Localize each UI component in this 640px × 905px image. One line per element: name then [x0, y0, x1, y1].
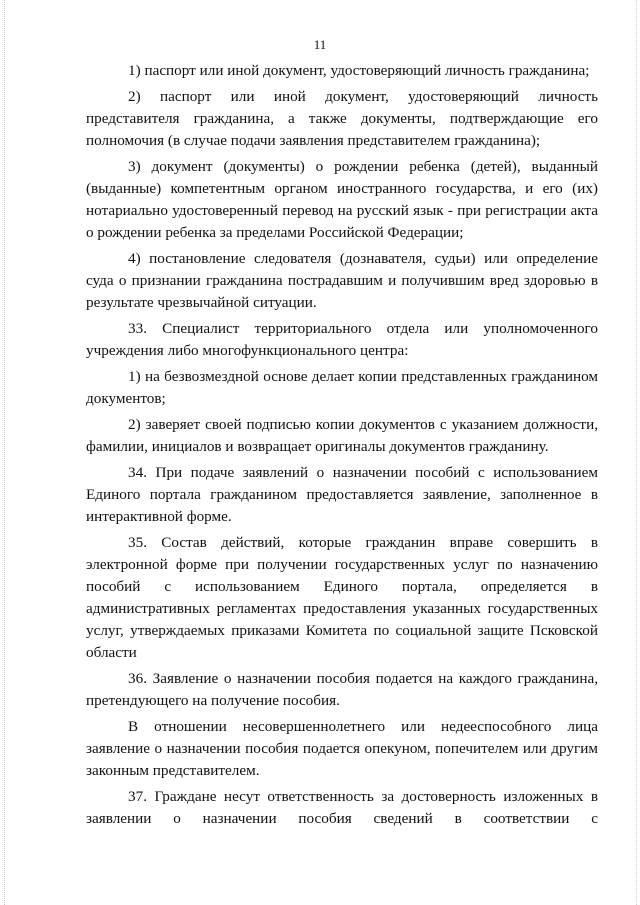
scan-edge-right — [635, 0, 637, 905]
paragraph-section-37: 37. Граждане несут ответственность за достоверность изложенных в заявлении о назначении пособия сведений в соответствии с — [86, 788, 598, 827]
document-body — [86, 60, 598, 834]
paragraph-section-34: 34. При подаче заявлений о назначении пособий с использованием Единого портала гражданином предоставляется заявление, заполненное в интерактивной форме. — [86, 464, 598, 525]
page-number: 11 — [313, 37, 327, 52]
paragraph-section-36-guardian: В отношении несовершеннолетнего или недееспособного лица заявление о назначении пособия подается опекуном, попечителем или другим законным представителем. — [86, 718, 598, 779]
paragraph-section-33: 33. Специалист территориального отдела или уполномоченного учреждения либо многофункционального центра: — [86, 320, 598, 359]
scan-edge-left — [4, 0, 6, 905]
paragraph-item-3-birth-document: 3) документ (документы) о рождении ребенка (детей), выданный (выданные) компетентным органом иностранного государства, и его (их) нотариально удостоверенный перевод на русский язык - при регистрации акта о рождении ребенка за пределами Российской Федерации; — [86, 158, 598, 241]
paragraph-item-2-representative: 2) паспорт или иной документ, удостоверяющий личность представителя гражданина, а также документы, подтверждающие его полномочия (в случае подачи заявления представителем гражданина); — [86, 88, 598, 149]
paragraph-33-item-2: 2) заверяет своей подписью копии документов с указанием должности, фамилии, инициалов и возвращает оригиналы документов гражданину. — [86, 416, 598, 455]
paragraph-item-4-court-decision: 4) постановление следователя (дознавателя, судьи) или определение суда о признании гражданина пострадавшим и получившим вред здоровью в результате чрезвычайной ситуации. — [86, 250, 598, 311]
paragraph-section-36: 36. Заявление о назначении пособия подается на каждого гражданина, претендующего на получение пособия. — [86, 670, 598, 709]
paragraph-section-35: 35. Состав действий, которые гражданин вправе совершить в электронной форме при получении государственных услуг по назначению пособий с использованием Единого портала, определяется в административных регламентах предоставления указанных государственных услуг, утверждаемых приказами Комитета по социальной защите Псковской области — [86, 534, 598, 661]
paragraph-item-1-passport: 1) паспорт или иной документ, удостоверяющий личность гражданина; — [128, 62, 590, 79]
paragraph-33-item-1: 1) на безвозмездной основе делает копии представленных гражданином документов; — [86, 368, 598, 407]
